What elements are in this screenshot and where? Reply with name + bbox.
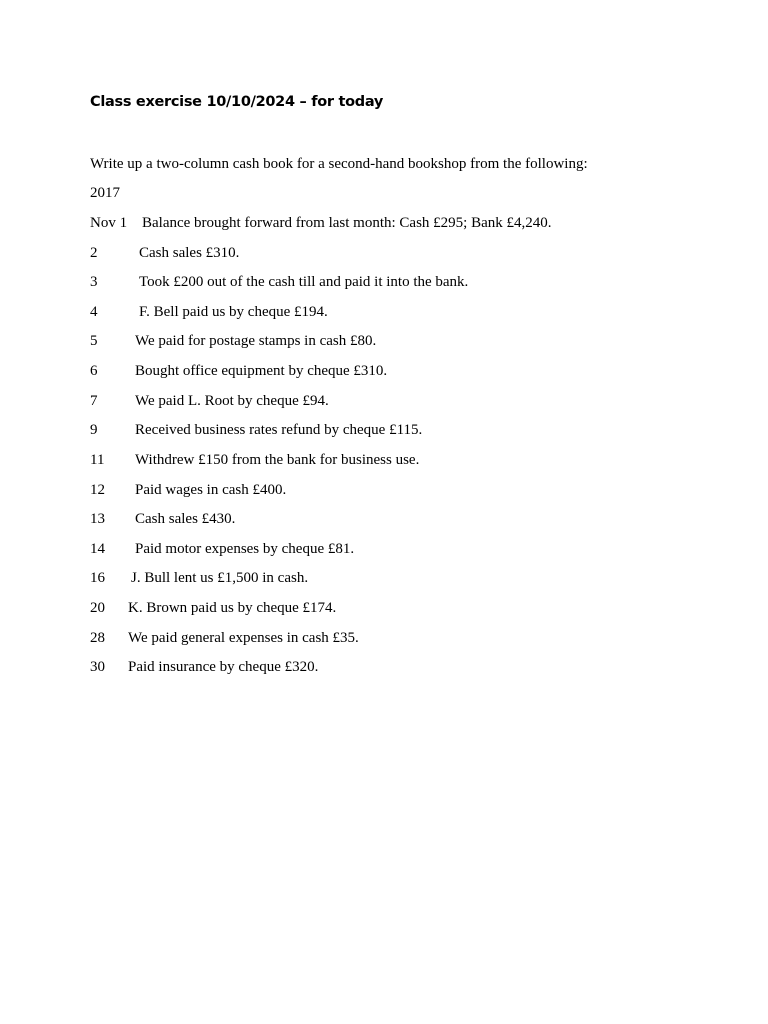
entry-date: 2 xyxy=(90,245,98,261)
entry-date: 12 xyxy=(90,482,105,498)
entry-text: Took £200 out of the cash till and paid it into the bank. xyxy=(139,274,469,290)
entry-text: Paid insurance by cheque £320. xyxy=(128,659,319,675)
entry-text: Cash sales £430. xyxy=(135,511,236,527)
entry-date: 28 xyxy=(90,630,105,646)
entry-date: 7 xyxy=(90,393,98,409)
year-label: 2017 xyxy=(90,185,120,201)
entry-text: Balance brought forward from last month: Cash £295; Bank £4,240. xyxy=(142,215,552,231)
entry-date: 4 xyxy=(90,304,98,320)
exercise-instructions: Write up a two-column cash book for a second-hand bookshop from the following: xyxy=(90,156,588,172)
entry-text: Withdrew £150 from the bank for business use. xyxy=(135,452,420,468)
entry-date: 20 xyxy=(90,600,105,616)
entry-date: 16 xyxy=(90,570,105,586)
entry-text: J. Bull lent us £1,500 in cash. xyxy=(131,570,309,586)
page-title: Class exercise 10/10/2024 – for today xyxy=(90,94,384,110)
entry-text: We paid L. Root by cheque £94. xyxy=(135,393,329,409)
entry-text: K. Brown paid us by cheque £174. xyxy=(128,600,337,616)
entry-date: 9 xyxy=(90,422,98,438)
entry-date: 30 xyxy=(90,659,105,675)
entry-date: 13 xyxy=(90,511,105,527)
entry-text: We paid for postage stamps in cash £80. xyxy=(135,333,377,349)
entry-date: 6 xyxy=(90,363,98,379)
entry-text: Paid motor expenses by cheque £81. xyxy=(135,541,355,557)
entry-date: 11 xyxy=(90,452,105,468)
entry-date: 5 xyxy=(90,333,98,349)
entry-text: Paid wages in cash £400. xyxy=(135,482,287,498)
entry-date: 14 xyxy=(90,541,105,557)
entry-text: Received business rates refund by cheque £115. xyxy=(135,422,423,438)
entry-text: We paid general expenses in cash £35. xyxy=(128,630,359,646)
entry-date: 3 xyxy=(90,274,98,290)
entry-date: Nov 1 xyxy=(90,215,128,231)
entry-text: F. Bell paid us by cheque £194. xyxy=(139,304,328,320)
entry-text: Bought office equipment by cheque £310. xyxy=(135,363,388,379)
entry-text: Cash sales £310. xyxy=(139,245,240,261)
